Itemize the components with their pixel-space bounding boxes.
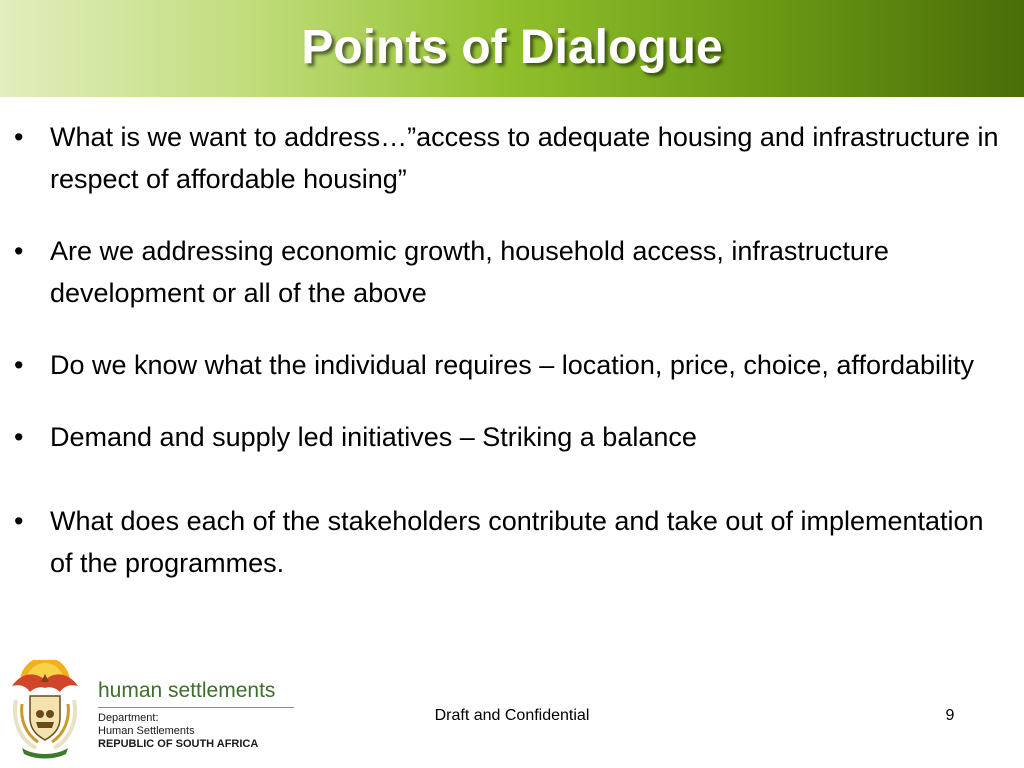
department-label: Department:: [98, 712, 159, 724]
bullet-item: [0, 344, 1024, 386]
bullet-item: [0, 230, 1024, 314]
bullet-text: Do we know what the individual requires – location, price, choice, affordability: [50, 350, 974, 380]
bullet-text: Are we addressing economic growth, household access, infrastructure development or all of the above: [50, 236, 889, 308]
page-number: 9: [945, 707, 955, 724]
country-name: REPUBLIC OF SOUTH AFRICA: [98, 738, 259, 750]
bullet-text: Demand and supply led initiatives – Striking a balance: [50, 422, 697, 452]
bullet-marker: •: [14, 422, 24, 452]
brand-divider: [98, 707, 294, 708]
bullet-item: [0, 500, 1024, 584]
bullet-marker: •: [14, 236, 24, 266]
bullet-marker: •: [14, 122, 24, 152]
slide-title: Points of Dialogue: [301, 21, 723, 74]
bullet-text: What is we want to address…”access to adequate housing and infrastructure in respect of affordable housing”: [50, 122, 999, 194]
bullet-marker: •: [14, 506, 24, 536]
bullet-item: [0, 416, 1024, 458]
department-name: Human Settlements: [98, 725, 195, 737]
bullet-list: [0, 116, 1024, 584]
bullet-item: [0, 116, 1024, 200]
coat-of-arms-icon: [6, 660, 84, 760]
confidentiality-note: Draft and Confidential: [434, 707, 590, 724]
bullet-text: What does each of the stakeholders contribute and take out of implementation of the programmes.: [50, 506, 984, 578]
bullet-marker: •: [14, 350, 24, 380]
department-brand: human settlements: [98, 679, 276, 702]
